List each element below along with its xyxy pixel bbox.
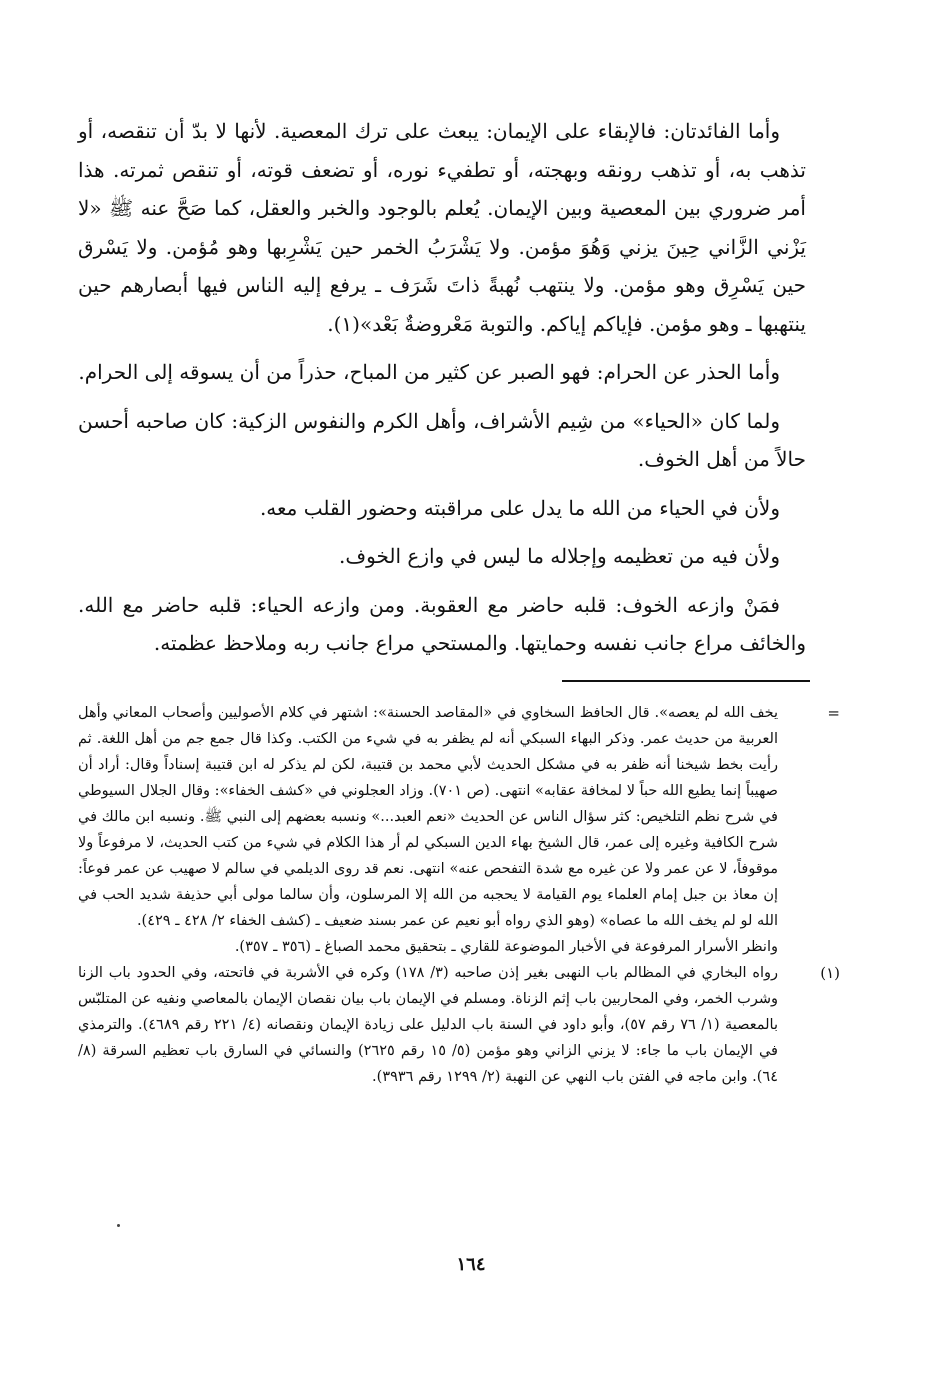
footnote-separator	[562, 680, 810, 682]
footnote-continuation-text: يخف الله لم يعصه». قال الحافظ السخاوي في «المقاصد الحسنة»: اشتهر في كلام الأصوليين وأصحاب المعاني وأهل العربية من حديث عمر. وذكر البهاء السبكي أنه لم يظفر به في شيء من الكتب. وكذا قال جمع جم من أهل اللغة. ثم رأيت بخط شيخنا أنه ظفر به في مشكل الحديث لأبي محمد بن قتيبة، لكن لم يذكر له ابن قتيبة إسناداً وقال: أراد أن صهيباً إنما يطيع الله حباً لا لمخافة عقابه» انتهى. (ص ٧٠١). وزاد العجلوني في «كشف الخفاء»: وقال الجلال السيوطي في شرح نظم التلخيص: كثر سؤال الناس عن الحديث «نعم العبد...» ونسبه بعضهم إلى النبي ﷺ. ونسبه ابن مالك في شرح الكافية وغيره إلى عمر، قال الشيخ بهاء الدين السبكي لم أر هذا الكلام في شيء من كتب الحديث، لا مرفوعاً ولا موقوفاً، لا عن عمر ولا عن غيره مع شدة التفحص عنه» انتهى. نعم قد روى الديلمي في سالم لا صهيب عن عمر فوعاً: إن معاذ بن جبل إمام العلماء يوم القيامة لا يحجبه من الله إلا المرسلون، وأن سالما مولى أبي حذيفة شديد الحب في الله لو لم يخف الله ما عصاه» (وهو الذي رواه أبو نعيم عن عمر بسند ضعيف ـ (كشف الخفاء ٢/ ٤٢٨ ـ ٤٢٩).	[78, 705, 778, 929]
footnote-1	[78, 960, 840, 1090]
footnote-1-mark: (١)	[820, 964, 840, 982]
footnotes	[78, 700, 840, 1090]
speck-mark	[117, 1224, 120, 1227]
footnote-continuation	[78, 700, 840, 960]
footnote-1-text: رواه البخاري في المظالم باب النهبى بغير إذن صاحبه (٣/ ١٧٨) وكره في الأشربة في فاتحته، وفي الحدود باب الزنا وشرب الخمر، وفي المحاربين باب إثم الزناة. ومسلم في الإيمان باب بيان نقصان الإيمان بالمعاصي ونفيه عن المتلبّس بالمعصية (١/ ٧٦ رقم ٥٧)، وأبو داود في السنة باب الدليل على زيادة الإيمان ونقصانه (٤/ ٢٢١ رقم ٤٦٨٩). والترمذي في الإيمان باب ما جاء: لا يزني الزاني وهو مؤمن (٥/ ١٥ رقم ٢٦٢٥) والنسائي في السارق باب تعظيم السرقة (٨/ ٦٤). وابن ماجه في الفتن باب النهي عن النهبة (٢/ ١٢٩٩ رقم ٣٩٣٦).	[78, 965, 779, 1085]
paragraph-wazi: فمَنْ وازعه الخوف: قلبه حاضر مع العقوبة. ومن وازعه الحياء: قلبه حاضر مع الله. والخائف مراع جانب نفسه وحمايتها. والمستحي مراع جانب ربه وملاحظ عظمته.	[78, 592, 806, 655]
continuation-mark: =	[827, 704, 840, 722]
paragraph-haram-caution: وأما الحذر عن الحرام: فهو الصبر عن كثير من المباح، حذراً من أن يسوقه إلى الحرام.	[78, 360, 780, 384]
paragraph-haya: ولما كان «الحياء» من شِيم الأشراف، وأهل الكرم والنفوس الزكية: كان صاحبه أحسن حالاً من أهل الخوف.	[78, 408, 806, 471]
footnote-see-also: وانظر الأسرار المرفوعة في الأخبار الموضوعة للقاري ـ بتحقيق محمد الصباغ ـ (٣٥٦ ـ ٣٥٧).	[234, 939, 778, 955]
paragraph-muraqaba: ولأن في الحياء من الله ما يدل على مراقبته وحضور القلب معه.	[259, 495, 780, 520]
page-number: ١٦٤	[456, 1254, 486, 1275]
paragraph-iman-benefit: وأما الفائدتان: فالإبقاء على الإيمان: يبعث على ترك المعصية. لأنها لا بدّ أن تنقصه، أو تذهب به، أو تذهب رونقه وبهجته، أو تطفيء نوره، أو تضعف قوته، أو تنقص ثمرته. هذا أمر ضروري بين المعصية وبين الإيمان. يُعلم بالوجود والخبر والعقل، كما صَحَّ عنه ﷺ «لا يَزْني الزَّاني حِينَ يزني وَهُوَ مؤمن. ولا يَشْرَبُ الخمر حين يَشْرِبها وهو مُؤمن. ولا يَسْرق حين يَسْرِق وهو مؤمن. ولا ينتهب نُهبةً ذاتَ شَرَف ـ يرفع إليه الناس فيها أبصارهم حين ينتهبها ـ وهو مؤمن. فإياكم إياكم. والتوبة مَعْروضةٌ بَعْد»(١).	[78, 119, 806, 336]
paragraph-tazim: ولأن فيه من تعظيمه وإجلاله ما ليس في وازع الخوف.	[339, 544, 780, 568]
main-text	[78, 112, 806, 673]
